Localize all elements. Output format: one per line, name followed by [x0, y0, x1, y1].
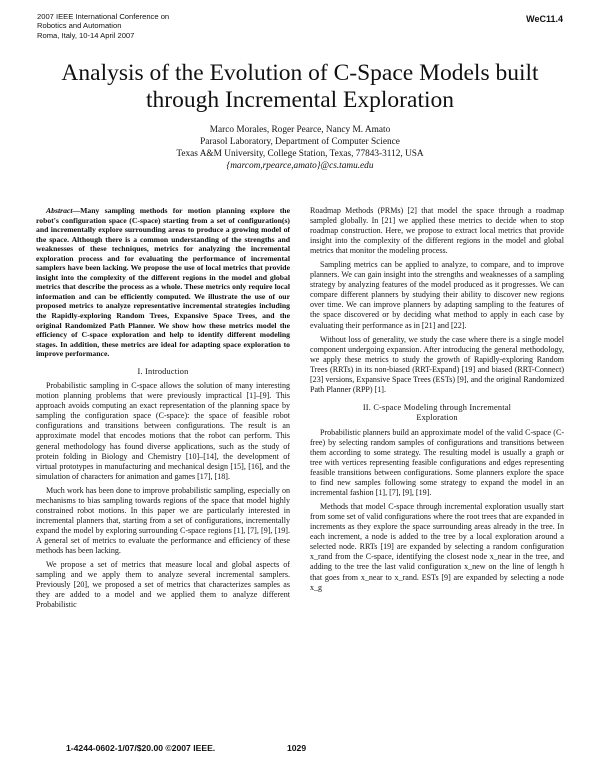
paragraph: Sampling metrics can be applied to analyze, to compare, and to improve planners. We can gain insight into the strengths and weaknesses of a sampling strategy by analyzing features of the model produced as it progresses. We can compare different planners by studying their ability to discover new regions over time. We can improve planners by adapting sampling to the features of the space discovered or by deciding what method to apply in each case by evaluating their performance as in [21] and [22]. — [310, 260, 564, 330]
author-block — [0, 124, 600, 172]
conference-line: Robotics and Automation — [37, 21, 122, 31]
section-heading-cspace-modeling: II. C-space Modeling through Incremental Exploration — [362, 402, 512, 423]
paper-title — [30, 60, 570, 114]
conference-line: 2007 IEEE International Conference on — [37, 12, 170, 21]
copyright-footer: 1-4244-0602-1/07/$20.00 ©2007 IEEE. — [66, 743, 216, 753]
paragraph: Probabilistic sampling in C-space allows the solution of many interesting motion planning problems that were previously impractical [1]–[9]. This approach avoids computing an exact representation of the planning space by sampling the configuration space (C-space): the space of feasible robot configurations and transitions between configurations. The result is an approximate model that encodes motions that the robot can perform. This general methodology has found diverse applications, such as the study of protein folding in Biology and Chemistry [10]–[14], the development of virtual prototypes in manufacturing and mechanical design [15], [16], and the simulation of characters for animation and games [17], [18]. — [36, 381, 290, 481]
title-line: Analysis of the Evolution of C-Space Models built — [61, 60, 539, 86]
abstract — [36, 206, 290, 359]
author-names: Marco Morales, Roger Pearce, Nancy M. Amato — [209, 125, 391, 135]
section-heading-introduction: I. Introduction — [137, 366, 189, 376]
paragraph: Probabilistic planners build an approximate model of the valid C-space (C-free) by selecting random samples of configurations and transitions between them according to some strategy. The resulting model is usually a graph or tree with vertices representing feasible configurations and edges representing feasible transitions between configurations. Some planners explore the space to find new samples following some strategy to expand the model in an incremental fashion [1], [7], [9], [19]. — [310, 427, 564, 498]
page-number: 1029 — [287, 743, 307, 753]
session-code: WeC11.4 — [526, 14, 563, 24]
author-affiliation: Parasol Laboratory, Department of Computer Science — [200, 137, 400, 147]
paragraph: We propose a set of metrics that measure local and global aspects of sampling and we apply them to analyze several incremental samplers. Previously [20], we proposed a set of metrics that characterizes samples as they are added to a model and we applied them to analyze different Probabilistic — [36, 560, 290, 610]
paragraph: Methods that model C-space through incremental exploration usually start from some set of valid configurations where the root trees that are expanded in increments as they explore the space surrounding areas already in the tree. In each increment, a node is added to the tree by a local exploration around a selected node. RRTs [19] are expanded by selecting a random configuration x_rand from the C-space, identifying the closest node x_near in the tree, and adding to the tree the last valid configuration x_new on the line of length h that goes from x_near to x_rand. ESTs [9] are expanded by selecting a node x_g — [310, 502, 564, 592]
author-email: {marcom,rpearce,amato}@cs.tamu.edu — [226, 161, 374, 171]
abstract-text: —Many sampling methods for motion planning explore the robot's configuration space (C-space) starting from a set of configuration(s) and incrementally explore surrounding areas to produce a growing model of the space. Although there is a common understanding of the strengths and weaknesses of these techniques, metrics for analyzing the incremental exploration process and for evaluating the performance of incremental samplers have been lacking. We propose the use of local metrics that provide insight into the complexity of the different regions in the model and global metrics that describe the process as a whole. These metrics only require local information and can be efficiently computed. We illustrate the use of our proposed metrics to analyze representative incremental strategies including the Rapidly-exploring Random Trees, Expansive Space Trees, and the original Randomized Path Planner. We show how these metrics model the efficiency of C-space exploration and help to identify different modeling stages. In addition, these metrics are ideal for adapting space exploration to improve performance. — [36, 206, 290, 359]
conference-line: Roma, Italy, 10-14 April 2007 — [37, 30, 135, 40]
left-column — [36, 206, 290, 610]
paragraph: Without loss of generality, we study the case where there is a single model component undergoing expansion. After introducing the general methodology, we apply these metrics to study the growth of Rapidly-exploring Random Trees (RRTs) in its non-biased (RRT-Expand) [19] and biased (RRT-Connect) [23] versions, Expansive Space Trees (ESTs) [9], and the original Randomized Path Planner (RPP) [1]. — [310, 334, 564, 394]
title-line: through Incremental Exploration — [145, 87, 454, 113]
abstract-label: Abstract — [46, 206, 73, 215]
paragraph: Much work has been done to improve probabilistic sampling, especially on mechanisms to bias sampling towards regions of the space that model highly constrained robot motions. In this paper we are particularly interested in incremental planners that, starting from a set of configurations, incrementally expand the model by exploring surrounding C-space regions [1], [7], [9], [19]. A general set of metrics to evaluate the performance and efficiency of these methods has been lacking. — [36, 485, 290, 555]
conference-header — [37, 12, 563, 40]
right-column — [310, 206, 564, 593]
paragraph: Roadmap Methods (PRMs) [2] that model the space through a roadmap sampled globally. In [21] we applied these metrics to decide when to stop roadmap construction. Here, we propose to extract local metrics that provide insight into the complexity of the different regions in the model and global metrics that monitor the modeling process. — [310, 206, 564, 256]
author-address: Texas A&M University, College Station, Texas, 77843-3112, USA — [176, 149, 424, 159]
